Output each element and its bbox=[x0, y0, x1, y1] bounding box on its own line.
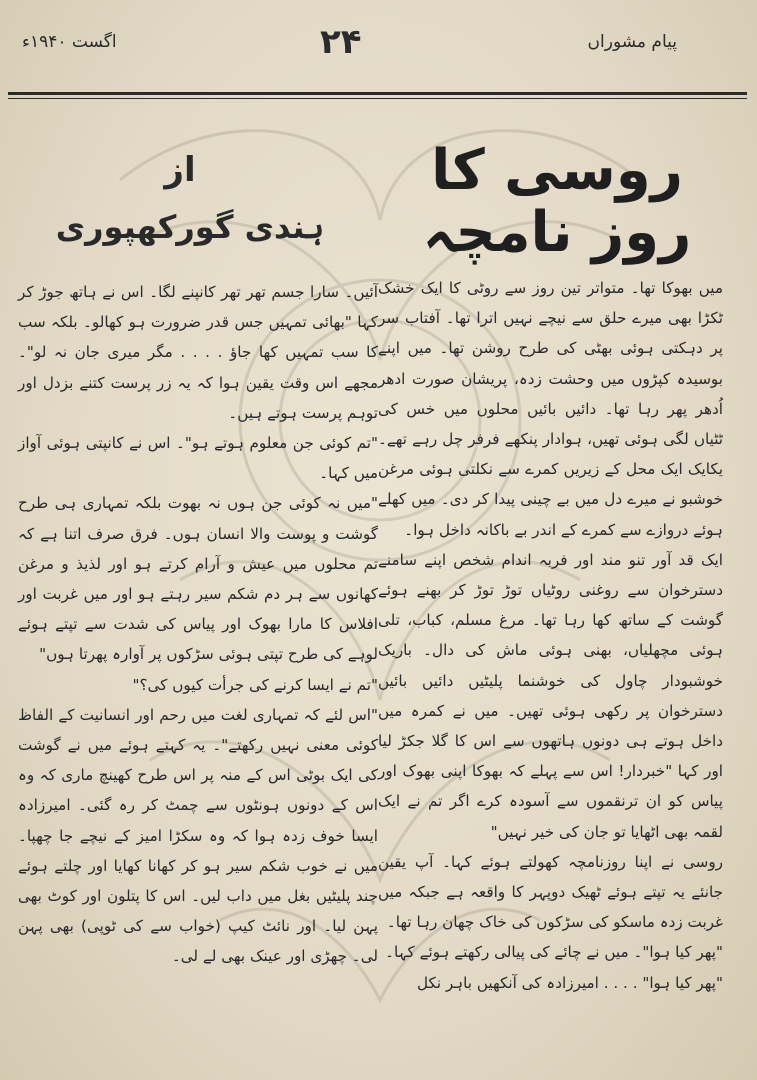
header-rule-thin bbox=[8, 98, 747, 99]
paragraph: "تم کوئی جن معلوم ہوتے ہو"۔ اس نے کانپتی ہوئی آواز میں کہا۔ bbox=[18, 434, 378, 483]
header-rule-thick bbox=[8, 92, 747, 95]
article-column-left bbox=[18, 277, 378, 972]
magazine-name: پیام مشوراں bbox=[587, 32, 677, 52]
paragraph: "پھر کیا ہوا"۔ میں نے چائے کی پیالی رکھتے ہوئے کہا۔ bbox=[385, 943, 723, 962]
paragraph: "اس لئے کہ تمہاری لغت میں رحم اور انسانیت کے الفاظ کوئی معنی نہیں رکھتے"۔ یہ کہتے ہوئے میں نے گوشت کی ایک بوٹی اس کے منہ پر اس طرح کھینچ ماری کہ وہ اس کے دونوں ہونٹوں سے چمٹ کر رہ گئی۔ امیرزادہ ایسا خوف زدہ ہوا کہ وہ سکڑا امیز کے نیچے جا چھپا۔ میں نے خوب شکم سیر ہو کر کھانا کھایا اور چلتے ہوئے چند پلیٹیں بغل میں داب لیں۔ اس کا پتلون اور کوٹ بھی پہن لیا۔ اور نائٹ کیپ (خواب سے کی ٹوپی) بھی پہن لی۔ چھڑی اور عینک بھی لے لی۔ bbox=[18, 705, 378, 966]
byline-prefix: از bbox=[164, 150, 196, 190]
article-title: روسی کا روز نامچہ bbox=[422, 138, 692, 265]
paragraph: "میں نہ کوئی جن ہوں نہ بھوت بلکہ تمہاری ہی طرح گوشت و پوست والا انسان ہوں۔ فرق صرف اتنا ہے کہ تم محلوں میں عیش و آرام کرتے ہو اور لذیذ و مرغن کھانوں سے ہر دم شکم سیر رہتے ہو اور میں غربت اور افلاس کا مارا بھوک اور پیاس کی شدت سے تپتے ہوئے لوہے کی طرح تپتی ہوئی سڑکوں پر آوارہ پھرتا ہوں" bbox=[18, 494, 378, 664]
paragraph: میں بھوکا تھا۔ متواتر تین روز سے روٹی کا ایک خشک ٹکڑا بھی میرے حلق سے نیچے نہیں اترا تھا۔ آفتاب سر پر دہکتی ہوئی بھٹی کی طرح روشن تھا۔ میں اپنے بوسیدہ کپڑوں میں وحشت زدہ، پریشان صورت ادھر اُدھر پھر رہا تھا۔ دائیں بائیں محلوں میں خس کی ٹٹیاں لگی ہوئی تھیں، ہوادار پنکھے فرفر چل رہے تھے۔ یکایک ایک محل کے زیریں کمرے سے نکلتی ہوئی مرغن خوشبو نے میرے دل میں بے چینی پیدا کر دی۔ میں کھلے ہوئے دروازے سے کمرے کے اندر بے باکانہ داخل ہوا۔ bbox=[378, 279, 723, 539]
issue-date: اگست ۱۹۴۰ء bbox=[22, 32, 117, 52]
paragraph: روسی نے اپنا روزنامچہ کھولتے ہوئے کہا۔ آپ یقین جانئے یہ تپتے ہوئے ٹھیک دوپہر کا واقعہ ہے جبکہ میں غربت زدہ ماسکو کی سڑکوں کی خاک چھان رہا تھا۔ bbox=[378, 852, 723, 932]
paragraph: آئیں۔ سارا جسم تھر تھر کانپنے لگا۔ اس نے ہاتھ جوڑ کر کہا "بھائی تمہیں جس قدر ضرورت ہو کھالو۔ بلکہ سب کا سب تمہیں کھا جاؤ . . . . مگر میری جان نہ لو"۔ مجھے اس وقت یقین ہوا کہ یہ زر پرست کتنے بزدل اور توہم پرست ہوتے ہیں۔ bbox=[18, 283, 378, 422]
author-name: ہندی گورکھپوری bbox=[55, 208, 325, 246]
page-number: ۲۴ bbox=[320, 22, 362, 62]
paragraph: "پھر کیا ہوا" . . . . امیرزادہ کی آنکھیں باہر نکل bbox=[416, 973, 723, 992]
paragraph: ایک قد آور تنو مند اور فربہ اندام شخص اپنے سامنے دسترخوان سے روغنی روٹیاں توڑ توڑ کر بھنے ہوئے گوشت کے ساتھ کھا رہا تھا۔ مرغ مسلم، کباب، تلی ہوئی مچھلیاں، بھنی ہوئی ماش کی دال۔ باریک خوشبودار چاول کی خوشنما پلیٹیں دائیں بائیں دسترخوان پر رکھی ہوئی تھیں۔ میں نے کمرہ میں داخل ہوتے ہی دونوں ہاتھوں سے اس کا گلا جکڑ لیا اور کہا "خبردار! اس سے پہلے کہ بھوکا اپنی بھوک اور پیاس کو ان ترنقموں سے آسودہ کرے اگر تم نے ایک لقمہ بھی اٹھایا تو جان کی خیر نہیں" bbox=[378, 550, 723, 841]
article-column-right bbox=[378, 273, 723, 998]
paragraph: "تم نے ایسا کرنے کی جرأت کیوں کی؟" bbox=[132, 675, 378, 694]
